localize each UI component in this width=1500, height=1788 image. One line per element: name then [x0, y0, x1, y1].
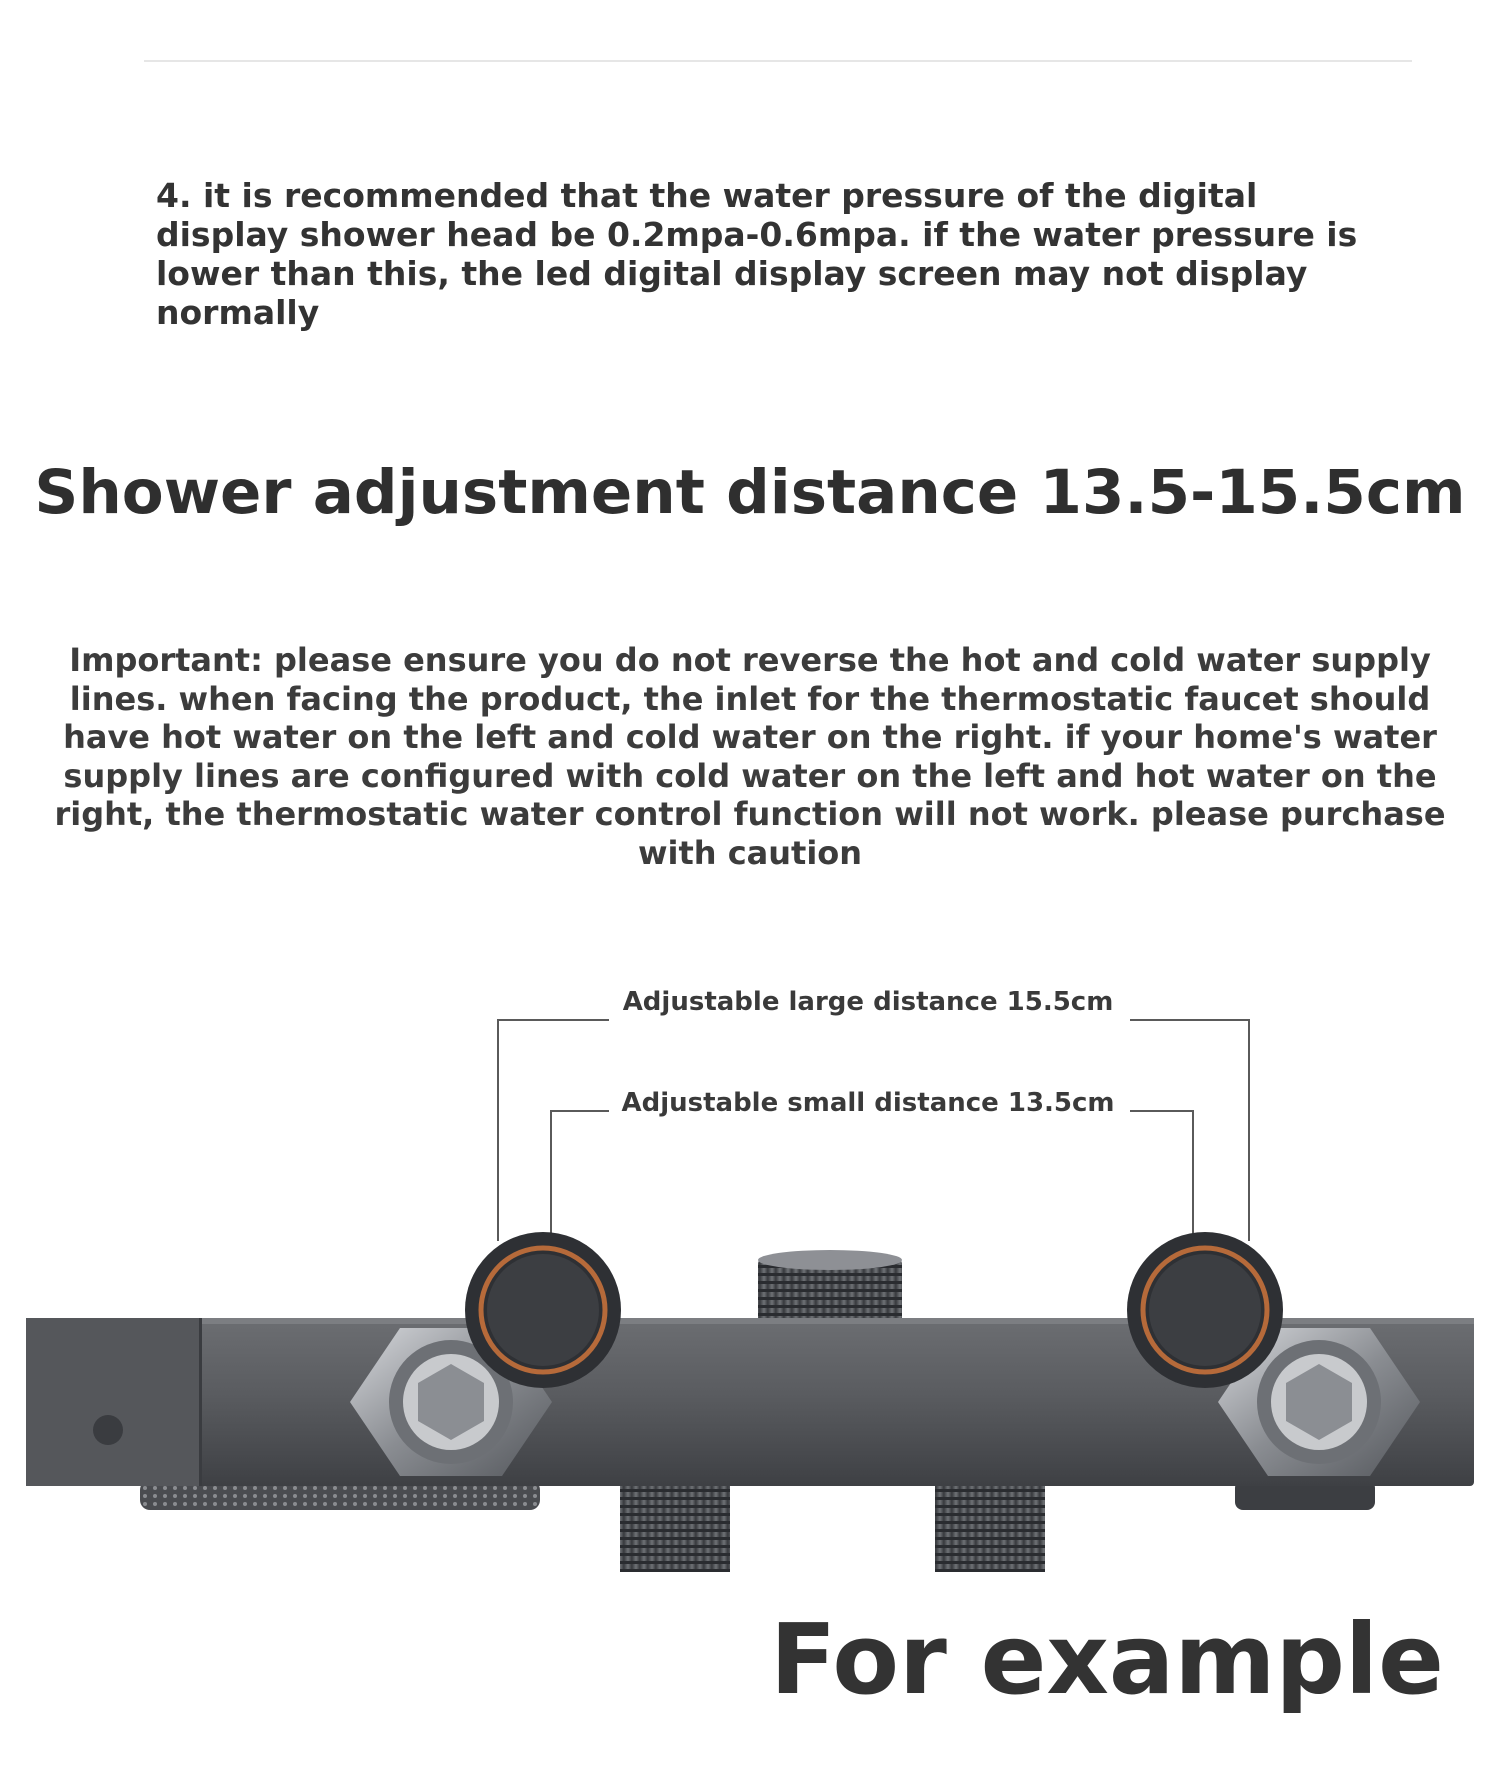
- adjustment-distance-headline: Shower adjustment distance 13.5-15.5cm: [34, 457, 1466, 528]
- right-eccentric-connector: [1127, 1232, 1283, 1388]
- thermostatic-valve-body-illustration: [0, 1180, 1500, 1580]
- small-distance-label: Adjustable small distance 13.5cm: [621, 1088, 1115, 1118]
- top-divider: [144, 60, 1412, 62]
- small-leader-right-horizontal: [1130, 1110, 1194, 1112]
- small-leader-left-horizontal: [550, 1110, 609, 1112]
- for-example-caption: For example: [770, 1603, 1444, 1716]
- large-leader-right-horizontal: [1130, 1019, 1250, 1021]
- pressure-note: 4. it is recommended that the water pressure of the digital display shower head be 0.2mpa-0.6mpa. if the water pressure is lower than this, the led digital display screen may not display normally: [156, 176, 1358, 332]
- large-distance-label: Adjustable large distance 15.5cm: [622, 987, 1114, 1017]
- left-eccentric-connector: [465, 1232, 621, 1388]
- large-leader-left-horizontal: [497, 1019, 609, 1021]
- important-notice: Important: please ensure you do not reverse the hot and cold water supply lines. when facing the product, the inlet for the thermostatic faucet should have hot water on the left and cold water on the right. if your home's water supply lines are configured with cold water on the left and hot water on the right, the thermostatic water control function will not work. please purchase with caution: [54, 641, 1446, 872]
